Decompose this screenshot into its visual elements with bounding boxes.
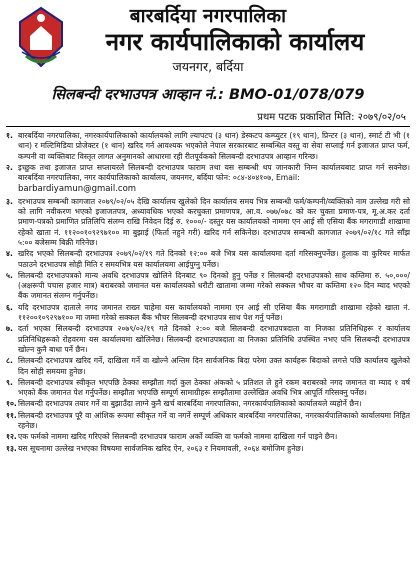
list-item xyxy=(6,271,410,302)
item-number: १. xyxy=(6,131,13,140)
item-text-wrapper xyxy=(18,163,410,196)
item-number: ६. xyxy=(6,302,13,312)
item-text: यदि दरभाउपत्र दाताले नगद जमानत राख्न चाहेमा यस कार्यालयको नाममा एन आई सी एसिया बैंक मगरागाडी शाखामा रहेको खाता नं. ११२००१०९२९७१०० मा जम्मा गरेको सक्कल बैंक भौचर सिलबन्दी दरभाउपत्र साथ पेश गर्नु पर्नेछ। xyxy=(18,302,410,323)
publication-date: २०७९/०२/०५ xyxy=(357,112,406,123)
list-item xyxy=(6,197,410,248)
item-number: ८. xyxy=(6,356,13,366)
item-text: यस सूचनामा उल्लेख नभएका विषयमा सार्वजनिक खरिद ऐन, २०६३ र नियमावली, २०६४ बमोजिम हुनेछ। xyxy=(18,443,304,453)
letterhead xyxy=(6,0,410,78)
list-item xyxy=(6,411,410,432)
email-link[interactable]: barbardiyamun@gmail.com xyxy=(18,184,137,195)
item-number: ४. xyxy=(6,249,13,259)
list-item xyxy=(6,303,410,324)
item-text: सिलबन्दी दरभाउपत्र स्वीकृत भएपछि ठेक्का सम्झौता गर्दा कुल ठेक्का अंकको ५ प्रतिशत ले हुने रकम बराबरको नगद जमानत वा म्याद १ वर्ष भएको बैंक जमानत पेश गर्नुपर्नेछ। सम्झौता भएपछि सम्पूर्ण सामाग्रीहरू सम्झौतामा उल्लेखित अवधि भित्र आपूर्ति गरिसक्नु पर्नेछ। xyxy=(18,377,410,398)
publication-label: प्रथम पटक प्रकाशित मिति: xyxy=(257,112,355,123)
list-item xyxy=(6,444,410,454)
list-item xyxy=(6,163,410,196)
list-item xyxy=(6,432,410,442)
item-text: दर्ता भएका सिलबन्दी दरभाउपत्र २०७९/०२/१९ गते दिनको २:०० बजे सिलबन्दी दरभाउपत्रदाता वा निजका प्रतिनिधिहरू र कार्यालय प्रतिनिधिहरूको रोहवरमा यस कार्यालयमा खोलिनेछ। सिलबन्दी दरभाउपत्रदाता वा निजका प्रतिनिधि उपस्थित नभए पनि सिलबन्दी दरभाउपत्र खोल्न कुनै बाधा पर्ने छैन। xyxy=(18,324,410,354)
item-text: इच्छुक तथा इजाजत प्राप्त सप्लायरले सिलबन्दी दरभाउपत्र फाराम तथा यस सम्बन्धी थप जानकारी निम्न कार्यालयबाट प्राप्त गर्न सक्नेछ। बारबर्दिया नगरपालिका, नगर कार्यपालिकाको कार्यालय, जयनगर, बर्दिया फोन: ०८४-४०४१०७, Email: xyxy=(18,162,410,183)
item-number: ५. xyxy=(6,270,13,280)
item-number: १२. xyxy=(6,432,17,442)
notice-title: सिलबन्दी दरभाउपत्र आव्हान नं.: xyxy=(51,87,224,103)
publication-date-line xyxy=(6,109,410,123)
item-number: १०. xyxy=(6,399,17,409)
item-text: सिलबन्दी दरभाउपत्र पूरै वा आंशिक रूपमा स्वीकृत गर्ने वा नगर्ने सम्पूर्ण अधिकार बारबर्दिया नगरपालिका, नगरकार्यपालिकाको कार्यालयमा निहित रहनेछ। xyxy=(18,410,410,431)
item-number: २. xyxy=(6,162,13,172)
item-text: दरभाउपत्र सम्बन्धी कागजात २०७९/०२/०५ देखि कार्यालय खुलेको दिन कार्यालय समय भित्र सम्बन्धी फर्म/कम्पनी/व्यक्तिको नाम उल्लेख गरी सो को लागि नवीकरण भएको इजाजतपत्र, अध्यावधिक भएको करचुक्ता प्रमाणपत्र, आ.व. ०७७/०७८ को कर चुक्ता प्रमाण-पत्र, मू.अ.कर दर्ता प्रमाण-पत्रको प्रमाणित प्रतिलिपि संलग्न राखि निवेदन दिई रु. १०००/- दस्तुर यस कार्यालयको नाममा एन आई सी एसिया बैंक मगरागाडी शाखामा रहेको खाता नं. ११२००१०९२९७१०० मा बुझाई (फिर्ता नहुने गरी) खरिद गर्न सकिनेछ। दरभाउपत्र सम्बन्धी कागजात २०७९/०२/१८ गते साँझ ५:०० बजेसम्म बिक्री गरिनेछ। xyxy=(18,196,410,247)
office-location: जयनगर, बर्दिया xyxy=(172,59,244,74)
divider xyxy=(6,126,410,127)
item-number: ११. xyxy=(6,410,17,420)
item-text: एक फर्मको नाममा खरिद गरिएको सिलबन्दी दरभाउपत्र फाराम अर्को व्यक्ति वा फर्मको नाममा दाखिला गर्न पाइने छैन। xyxy=(18,432,338,442)
list-item xyxy=(6,399,410,409)
notice-heading xyxy=(6,84,410,104)
list-item xyxy=(6,324,410,355)
notice-code: BMO-01/078/079 xyxy=(229,87,365,103)
notice-items xyxy=(6,131,410,454)
item-text: सिलबन्दी दरभाउपत्रको मान्य अवधि दरभाउपत्र खोलिने दिनबाट ९० दिनको हुनु पर्नेछ र सिलबन्दी दरभाउपत्रको साथ कम्तिमा रु. ५०,०००/ (अक्षरूपी पचास हजार मात्र) बराबरको जमानत यस कार्यालयको धरौटी खातामा जम्मा गरेको सक्कल भौचर वा कम्तिमा १२० दिन म्याद भएको बैंक जमानत संलग्न गर्नुपर्नेछ। xyxy=(18,270,410,301)
item-number: ७. xyxy=(6,324,13,334)
item-text: बारबर्दिया नगरपालिका, नगरकार्यपालिकाको कार्यालयको लागि ल्यापटप (३ थान) डेस्कटप कम्प्युटर (१९ थान), प्रिन्टर (३ थान), स्मार्ट टी भी (१ थान) र मल्टिमिडिया प्रोजेक्टर (१ थान) खरिद गर्न आवश्यक भएकोले नेपाल सरकारबाट सम्बन्धित वस्तु वा सेवा सप्लाई गर्न इजाजत प्राप्त फर्म, कम्पनी वा व्यक्तिबाट विस्तृत लागत अनुमानको आधारमा रही रीतपूर्वकको सिलबन्दी दरभाउपत्र आव्हान गरिन्छ। xyxy=(18,131,410,161)
list-item xyxy=(6,249,410,270)
item-text: सिलबन्दी दरभाउपत्र तयार गर्ने वा बुझाउँदा लाग्ने कुनै खर्च बारबर्दिया नगरपालिका, नगरकार्यपालिकाको कार्यालयले व्यहोर्ने छैन। xyxy=(18,399,362,409)
list-item xyxy=(6,378,410,399)
item-text: सिलबन्दी दरभाउपत्र खरिद गर्ने, दाखिला गर्ने वा खोल्ने अन्तिम दिन सार्वजनिक बिदा परेमा उक्त कार्यहरू बिदाको लगत्ते पछि कार्यालय खुलेको दिन सोही समयमा हुनेछ। xyxy=(18,356,410,376)
office-name: नगर कार्यपालिकाको कार्यालय xyxy=(105,28,365,56)
item-text: खरिद भएको सिलबन्दी दरभाउपत्र २०७९/०२/१९ गते दिनको १२:०० बजे भित्र यस कार्यालयमा दर्ता गरिसक्नुपर्नेछ। हुलाक वा कुरियर मार्फत पठाउने दरभाउपत्र सोही मिति र समयभित्र यस कार्यालयमा आईपुग्नु पर्नेछ। xyxy=(18,249,410,269)
item-number: १३. xyxy=(6,443,17,453)
municipality-name: बारबर्दिया नगरपालिका xyxy=(129,5,287,27)
list-item xyxy=(6,131,410,162)
list-item xyxy=(6,356,410,377)
item-number: ३. xyxy=(6,196,13,206)
item-number: ९. xyxy=(6,377,13,387)
